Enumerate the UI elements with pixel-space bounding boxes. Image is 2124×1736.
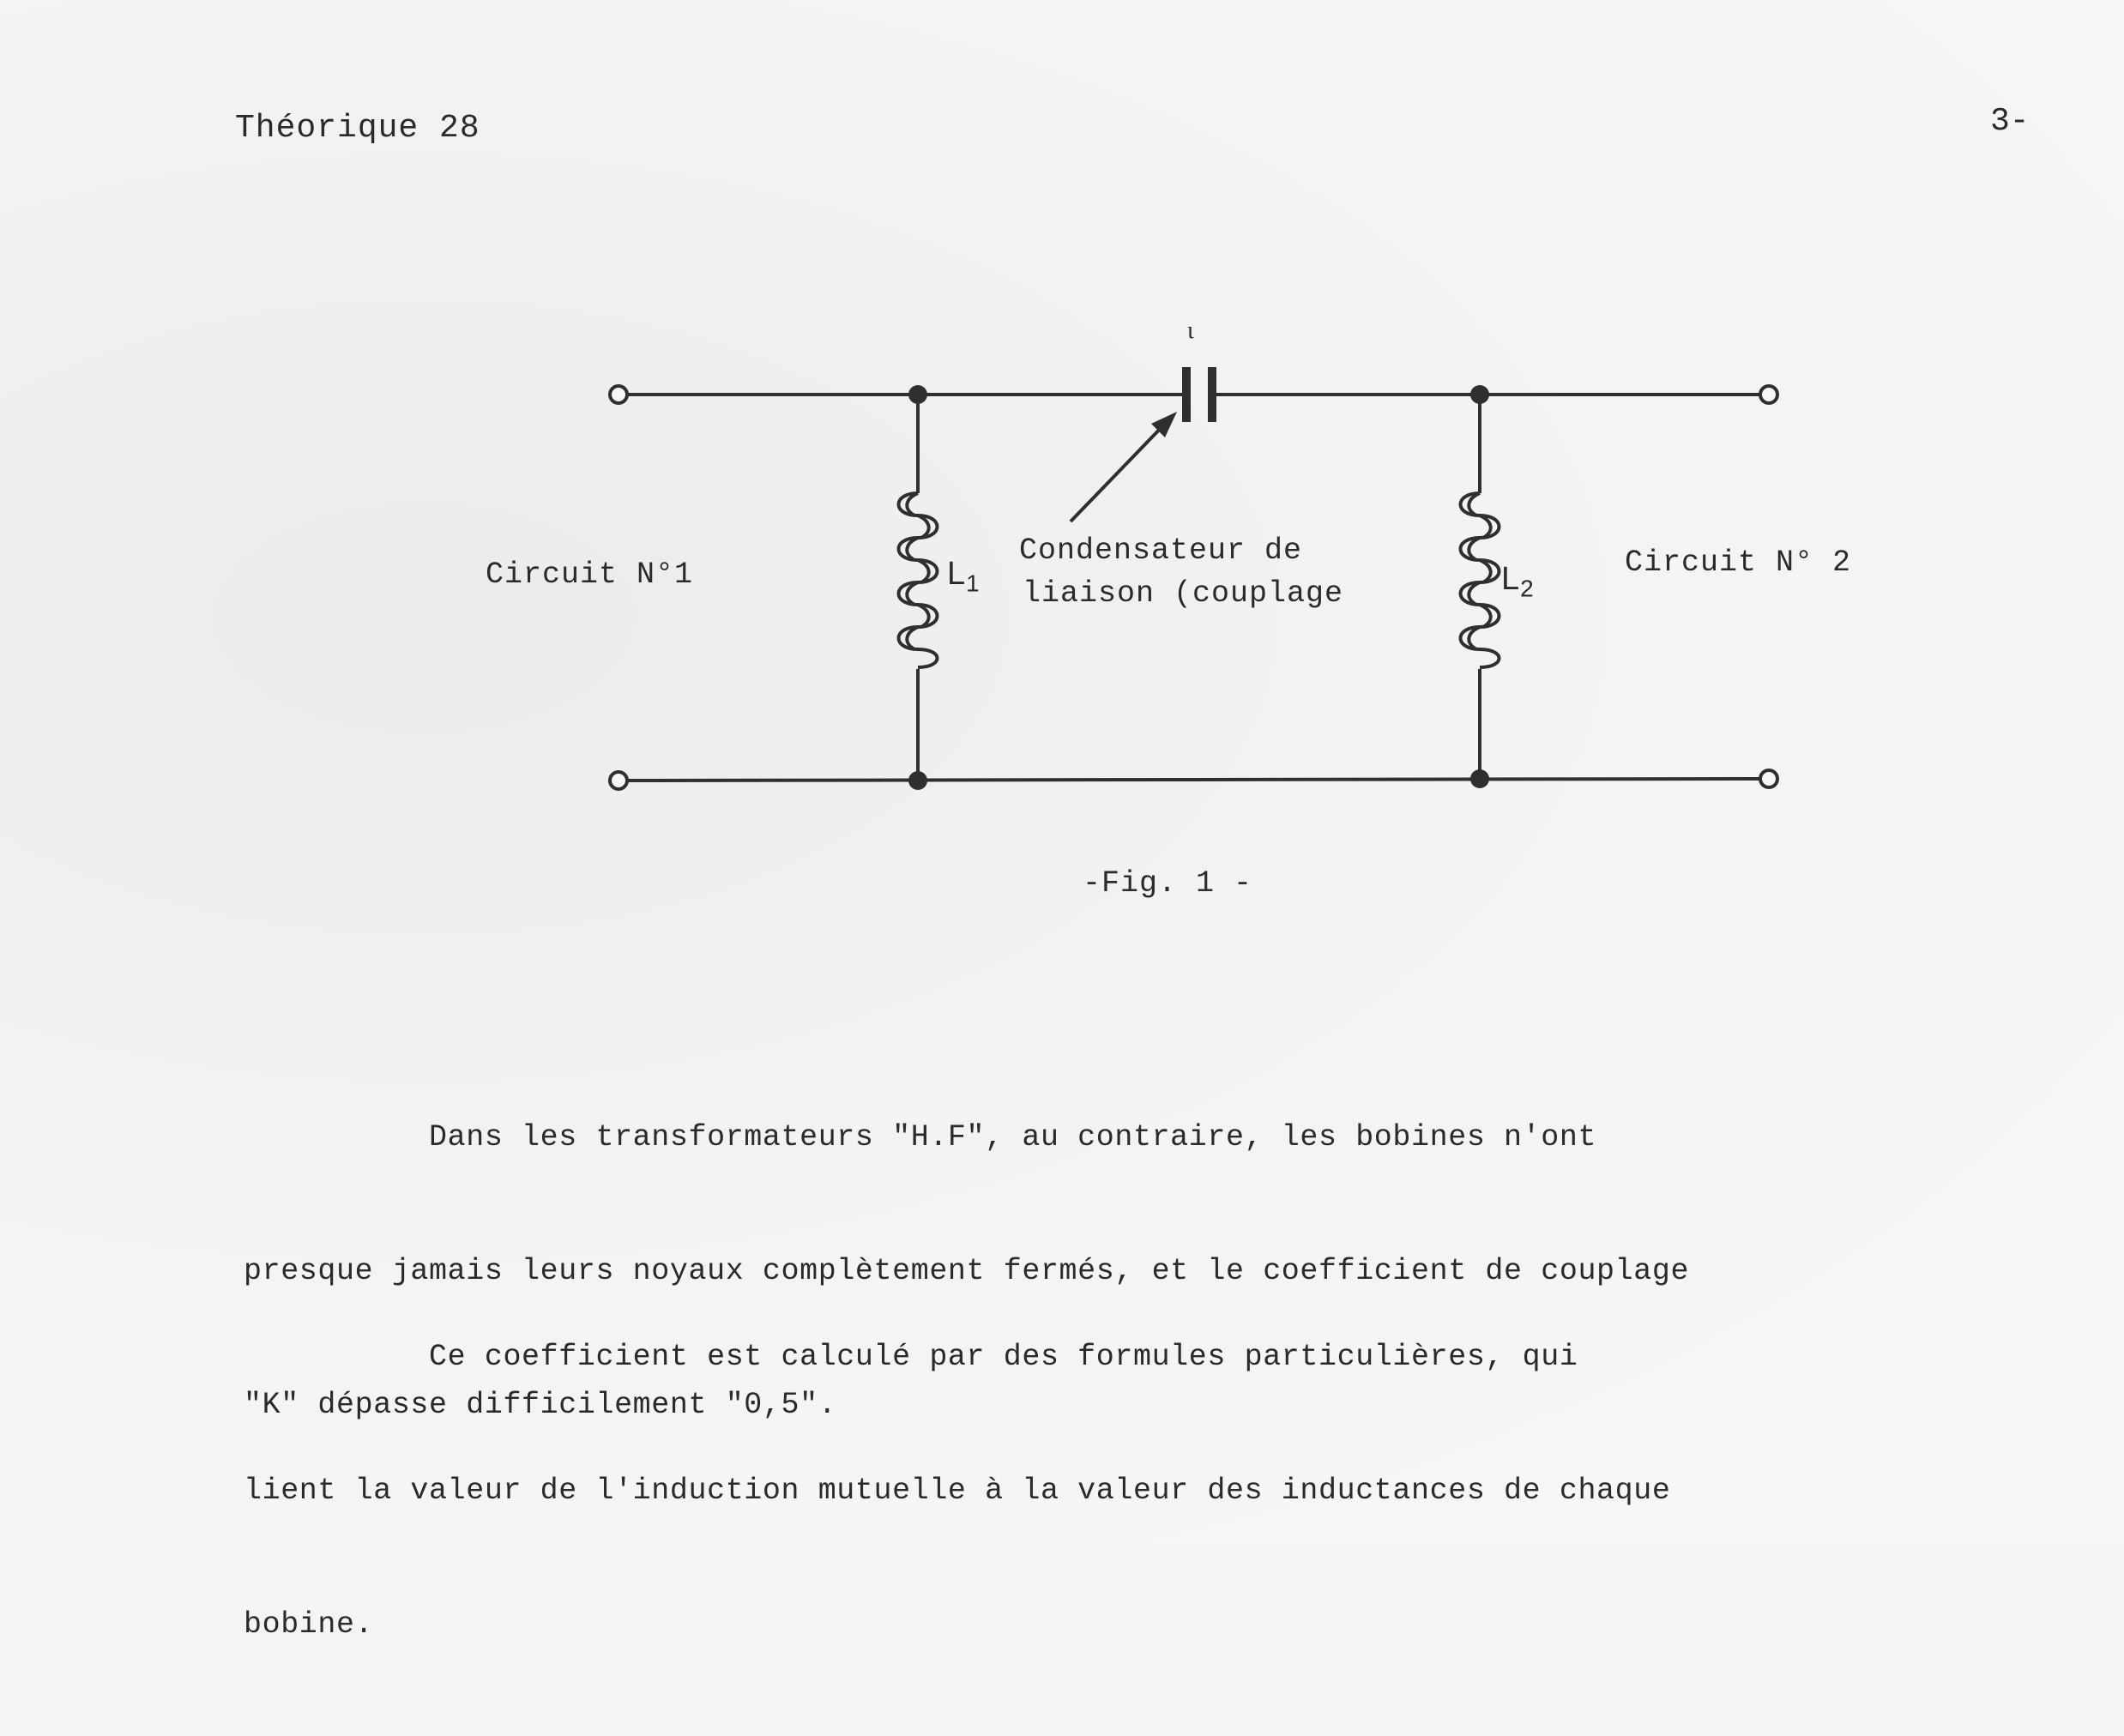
coil-2-letter: L <box>1501 561 1521 597</box>
paragraph-2-line-3: bobine. <box>244 1607 374 1642</box>
terminal-bottom-right <box>1760 770 1777 787</box>
coil-l2 <box>1461 493 1499 667</box>
paragraph-1-line-3: "K" dépasse difficilement "0,5". <box>244 1388 837 1422</box>
paragraph-2 <box>244 1245 1670 1736</box>
terminal-bottom-left <box>610 772 627 789</box>
capacitor-label-line1: Condensateur de <box>1019 533 1303 568</box>
circuit-1-label: Circuit N°1 <box>486 558 694 592</box>
bottom-wire <box>627 779 1760 781</box>
terminal-top-left <box>610 386 627 403</box>
junction-top-right <box>1470 385 1489 404</box>
circuit-2-label: Circuit N° 2 <box>1625 546 1852 580</box>
capacitor-arrow-shaft <box>1071 422 1167 521</box>
terminal-top-right <box>1760 386 1777 403</box>
coil-1-label <box>947 556 981 598</box>
coil-l1 <box>899 493 938 667</box>
figure-caption: -Fig. 1 - <box>1083 866 1253 901</box>
capacitor-label-line2: liaison (couplage <box>1023 576 1344 611</box>
paragraph-1-line-1: Dans les transformateurs "H.F", au contraire, les bobines n'ont <box>244 1120 1597 1154</box>
coil-1-letter: L <box>947 556 967 592</box>
header-title: Théorique 28 <box>235 110 480 147</box>
junction-top-left <box>908 385 927 404</box>
junction-bottom-right <box>1470 769 1489 788</box>
coil-2-subscript: 2 <box>1520 575 1535 602</box>
capacitor-mark: ι <box>1187 317 1195 344</box>
capacitor-plate-left <box>1182 367 1191 422</box>
capacitor-plate-right <box>1208 367 1216 422</box>
page-number: 3- <box>1990 103 2030 140</box>
paragraph-1-line-2: presque jamais leurs noyaux complètement fermés, et le coefficient de couplage <box>244 1254 1690 1288</box>
coil-2-label <box>1501 561 1535 603</box>
coil-1-subscript: 1 <box>966 570 981 597</box>
paragraph-2-line-2: lient la valeur de l'induction mutuelle à la valeur des inductances de chaque <box>244 1474 1671 1508</box>
paragraph-2-line-1: Ce coefficient est calculé par des formules particulières, qui <box>244 1340 1578 1374</box>
junction-bottom-left <box>908 771 927 790</box>
